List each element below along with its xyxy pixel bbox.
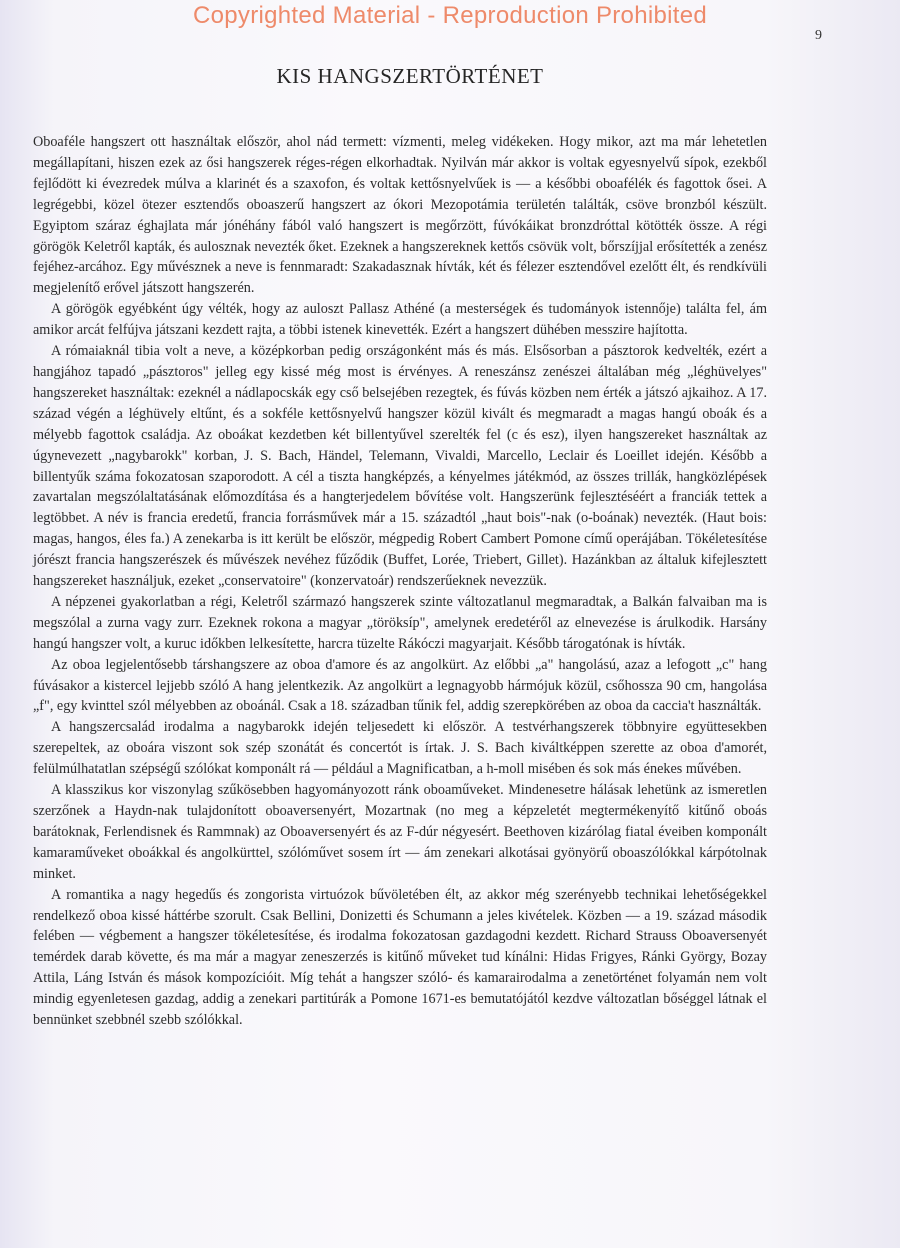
paragraph: Az oboa legjelentősebb társhangszere az oboa d'amore és az angolkürt. Az előbbi „a" hangolású, azaz a lefogott „c" hang fúvásakor a kistercel lejjebb szóló A hang jelentkezik. Az angolkürt a legnagyobb hármójuk közül, csőhossza 90 cm, hangolása „f", egy kvinttel szól mélyebben az oboánál. Csak a 18. században tűnik fel, addig szerepkörében az oboa da caccia't használták.: [33, 656, 767, 715]
paragraph: A rómaiaknál tibia volt a neve, a középkorban pedig országonként más és más. Elsősorban a pásztorok kedvelték, ezért a hangjához tapadó „pásztoros" jelleg egy kissé még most is érvényes. A reneszánsz zenészei általában még „léghüvelyes" hangszereket használtak: ezeknél a nádlapocskák egy cső belsejében rezegtek, és fúvás közben nem érték a játszó ajkaihoz. A 17. század végén a léghüvely eltűnt, és a sokféle kettősnyelvű hangszer közül kivált és megmaradt a magas hangú oboák és a mélyebb fagottok családja. Az oboákat kezdetben két billentyűvel szerelték fel (c és esz), ilyen hangszereket használtak az úgynevezett „nagybarokk" korban, J. S. Bach, Händel, Telemann, Vivaldi, Marcello, Leclair és Loeillet idején. Később a billentyűk száma fokozatosan szaporodott. A cél a tiszta hangképzés, a kényelmes játékmód, az összes trillák, hangközlépések zavartalan megszólaltatásának előmozdítása és a hangterjedelem bővítése volt. Hangszerünk fejlesztéséért a franciák tettek a legtöbbet. A név is francia eredetű, francia forrásművek már a 15. századtól „haut bois"-nak (o-boának) nevezték. (Haut bois: magas, hangos, éles fa.) A zenekarba is itt került be először, mégpedig Robert Cambert Pomone című operájában. Tökéletesítése jórészt francia hangszerészek és művészek nevéhez fűződik (Buffet, Lorée, Triebert, Gillet). Hazánkban az általuk kifejlesztett hangszereket használjuk, ezeket „conservatoire" (konzervatoár) rendszerűeknek nevezzük.: [33, 343, 767, 590]
body-text: [33, 132, 767, 1031]
paragraph: Oboaféle hangszert ott használtak először, ahol nád termett: vízmenti, meleg vidékeken. Hogy mikor, azt ma már lehetetlen megállapítani, hiszen ezek az ősi hangszerek réges-régen elkorhadtak. Nyilván már akkor is voltak egyesnyelvű sípok, ezekből fejlődött ki évezredek múlva a klarinét és a szaxofon, és voltak kettősnyelvűek is — a későbbi oboafélék és fagottok ősei. A legrégebbi, közel ötezer esztendős oboaszerű hangszert az ókori Mezopotámia területén találták, csöve bronzból készült. Egyiptom száraz éghajlata már jónéhány fából való hangszert is megőrzött, fúvókáikat bronzdróttal kötötték össze. A régi görögök Keletről kapták, és aulosznak nevezték őket. Ezeknek a hangszereknek kettős csövük volt, bőrszíjjal erősítették a zenész fejéhez-arcához. Egy művésznek a neve is fennmaradt: Szakadasznak hívták, két és félezer esztendővel ezelőtt élt, és rendkívüli megjelenítő erővel játszott hangszerén.: [33, 134, 767, 297]
page-title: KIS HANGSZERTÖRTÉNET: [276, 64, 544, 88]
page-number: 9: [815, 28, 822, 43]
copyright-watermark: Copyrighted Material - Reproduction Prohibited: [192, 2, 708, 29]
paragraph: A hangszercsalád irodalma a nagybarokk idején teljesedett ki először. A testvérhangszerek többnyire együttesekben szerepeltek, az oboára viszont sok szép szonátát és concertót is írtak. J. S. Bach kiváltképpen szerette az oboa d'amorét, felülmúlhatatlan szépségű szólókat komponált rá — például a Magnificatban, a h-moll misében és sok más énekes művében.: [33, 719, 767, 778]
paragraph: A görögök egyébként úgy vélték, hogy az auloszt Pallasz Athéné (a mesterségek és tudományok istennője) találta fel, ám amikor arcát felfújva játszani kezdett rajta, a többi istenek kinevették. Ezért a hangszert dühében messzire hajította.: [33, 301, 767, 339]
paragraph: A népzenei gyakorlatban a régi, Keletről származó hangszerek szinte változatlanul megmaradtak, a Balkán falvaiban ma is megszólal a zurna vagy zurr. Ezeknek rokona a magyar „töröksíp", amelynek eredetéről az elnevezése is árulkodik. Harsány hangú hangszer volt, a kuruc időkben lelkesítette, harcra tüzelte Rákóczi magyarjait. Később tárogatónak is hívták.: [33, 593, 767, 652]
paragraph: A klasszikus kor viszonylag szűkösebben hagyományozott ránk oboaműveket. Mindenesetre hálásak lehetünk az ismeretlen szerzőnek a Haydn-nak tulajdonított oboaversenyért, Mozartnak (no meg a képzeletét megtermékenyítő kitűnő oboás barátoknak, Ferlendisnek és Rammnak) az Oboaversenyért és az F-dúr négyesért. Beethoven kizárólag fiatal éveiben komponált kamaraműveket oboákkal és angolkürttel, szólóművet sosem írt — ám zenekari alkotásai gyönyörű oboaszólókkal kárpótolnak minket.: [33, 782, 767, 882]
paragraph: A romantika a nagy hegedűs és zongorista virtuózok bűvöletében élt, az akkor még szerényebb technikai lehetőségekkel rendelkező oboa kissé háttérbe szorult. Csak Bellini, Donizetti és Schumann a jeles kivételek. Közben — a 19. század második felében — végbement a hangszer tökéletesítése, és irodalma fokozatosan gazdagodni kezdett. Richard Strauss Oboaversenyét temérdek darab követte, és ma már a magyar zeneszerzés is kitűnő műveket tud kínálni: Hidas Frigyes, Ránki György, Bozay Attila, Láng István és mások kompozícióit. Míg tehát a hangszer szóló- és kamarairodalma a zenetörténet folyamán nem volt mindig egyenletesen gazdag, addig a zenekari partitúrák a Pomone 1671-es bemutatójától kezdve változatlan bőséggel látnak el bennünket szebbnél szebb szólókkal.: [33, 886, 767, 1029]
